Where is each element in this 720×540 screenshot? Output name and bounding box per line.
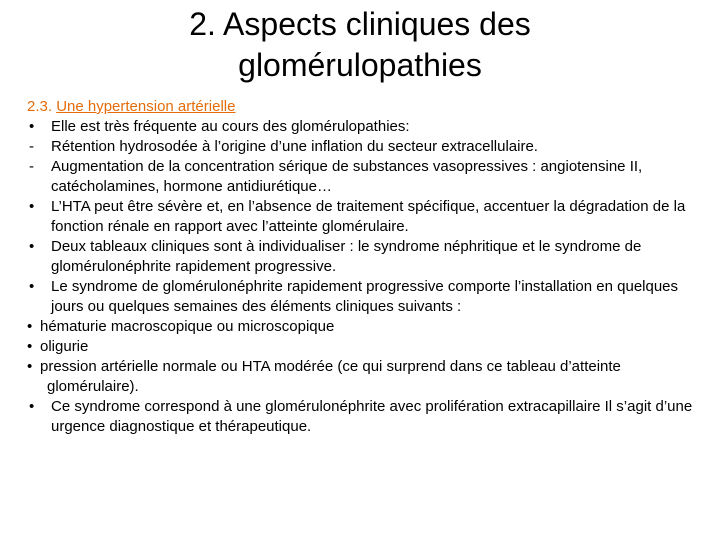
bullet-text: Ce syndrome correspond à une glomérulonéphrite avec prolifération extracapillaire Il s’agit d’une urgence diagnostique et thérapeutique. bbox=[51, 398, 693, 435]
bullet-item-1 bbox=[27, 117, 697, 137]
bullet-item-8 bbox=[27, 397, 697, 437]
bullet-marker: • bbox=[27, 358, 33, 375]
bullet-marker: • bbox=[29, 118, 35, 135]
bullet-text: L’HTA peut être sévère et, en l’absence de traitement spécifique, accentuer la dégradation de la fonction rénale en rapport avec l’atteinte glomérulaire. bbox=[51, 198, 686, 235]
dash-marker: - bbox=[29, 158, 34, 175]
section-heading bbox=[27, 97, 697, 117]
bullet-marker: • bbox=[29, 398, 35, 415]
dash-item-2 bbox=[27, 157, 697, 197]
section-number: 2.3. bbox=[27, 98, 57, 115]
bullet-text: pression artérielle normale ou HTA modérée (ce qui surprend dans ce tableau d’atteinte glomérulaire). bbox=[40, 358, 621, 395]
dash-item-1 bbox=[27, 137, 697, 157]
bullet-item-4 bbox=[27, 277, 697, 317]
bullet-item-3 bbox=[27, 237, 697, 277]
bullet-marker: • bbox=[29, 238, 35, 255]
section-subheading: Une hypertension artérielle bbox=[56, 98, 236, 115]
dash-text: Augmentation de la concentration sérique de substances vasopressives : angiotensine II, catécholamines, hormone antidiurétique… bbox=[51, 158, 643, 195]
dash-marker: - bbox=[29, 138, 34, 155]
bullet-text: Deux tableaux cliniques sont à individualiser : le syndrome néphritique et le syndrome de glomérulonéphrite rapidement progressive. bbox=[51, 238, 642, 275]
bullet-marker: • bbox=[27, 318, 33, 335]
bullet-item-6 bbox=[27, 337, 697, 357]
bullet-marker: • bbox=[29, 278, 35, 295]
bullet-marker: • bbox=[27, 338, 33, 355]
bullet-text: Elle est très fréquente au cours des glomérulopathies: bbox=[51, 118, 410, 135]
bullet-item-5 bbox=[27, 317, 697, 337]
slide-title-line-1: 2. Aspects cliniques des bbox=[189, 6, 531, 42]
bullet-text: oligurie bbox=[40, 338, 89, 355]
dash-text: Rétention hydrosodée à l’origine d’une inflation du secteur extracellulaire. bbox=[51, 138, 538, 155]
bullet-marker: • bbox=[29, 198, 35, 215]
slide-title bbox=[90, 4, 630, 86]
slide-title-line-2: glomérulopathies bbox=[238, 47, 482, 83]
bullet-text: hématurie macroscopique ou microscopique bbox=[40, 318, 335, 335]
bullet-item-2 bbox=[27, 197, 697, 237]
slide-body bbox=[27, 97, 697, 437]
bullet-item-7 bbox=[27, 357, 697, 397]
bullet-text: Le syndrome de glomérulonéphrite rapidement progressive comporte l’installation en quelques jours ou quelques semaines des éléments cliniques suivants : bbox=[51, 278, 679, 315]
